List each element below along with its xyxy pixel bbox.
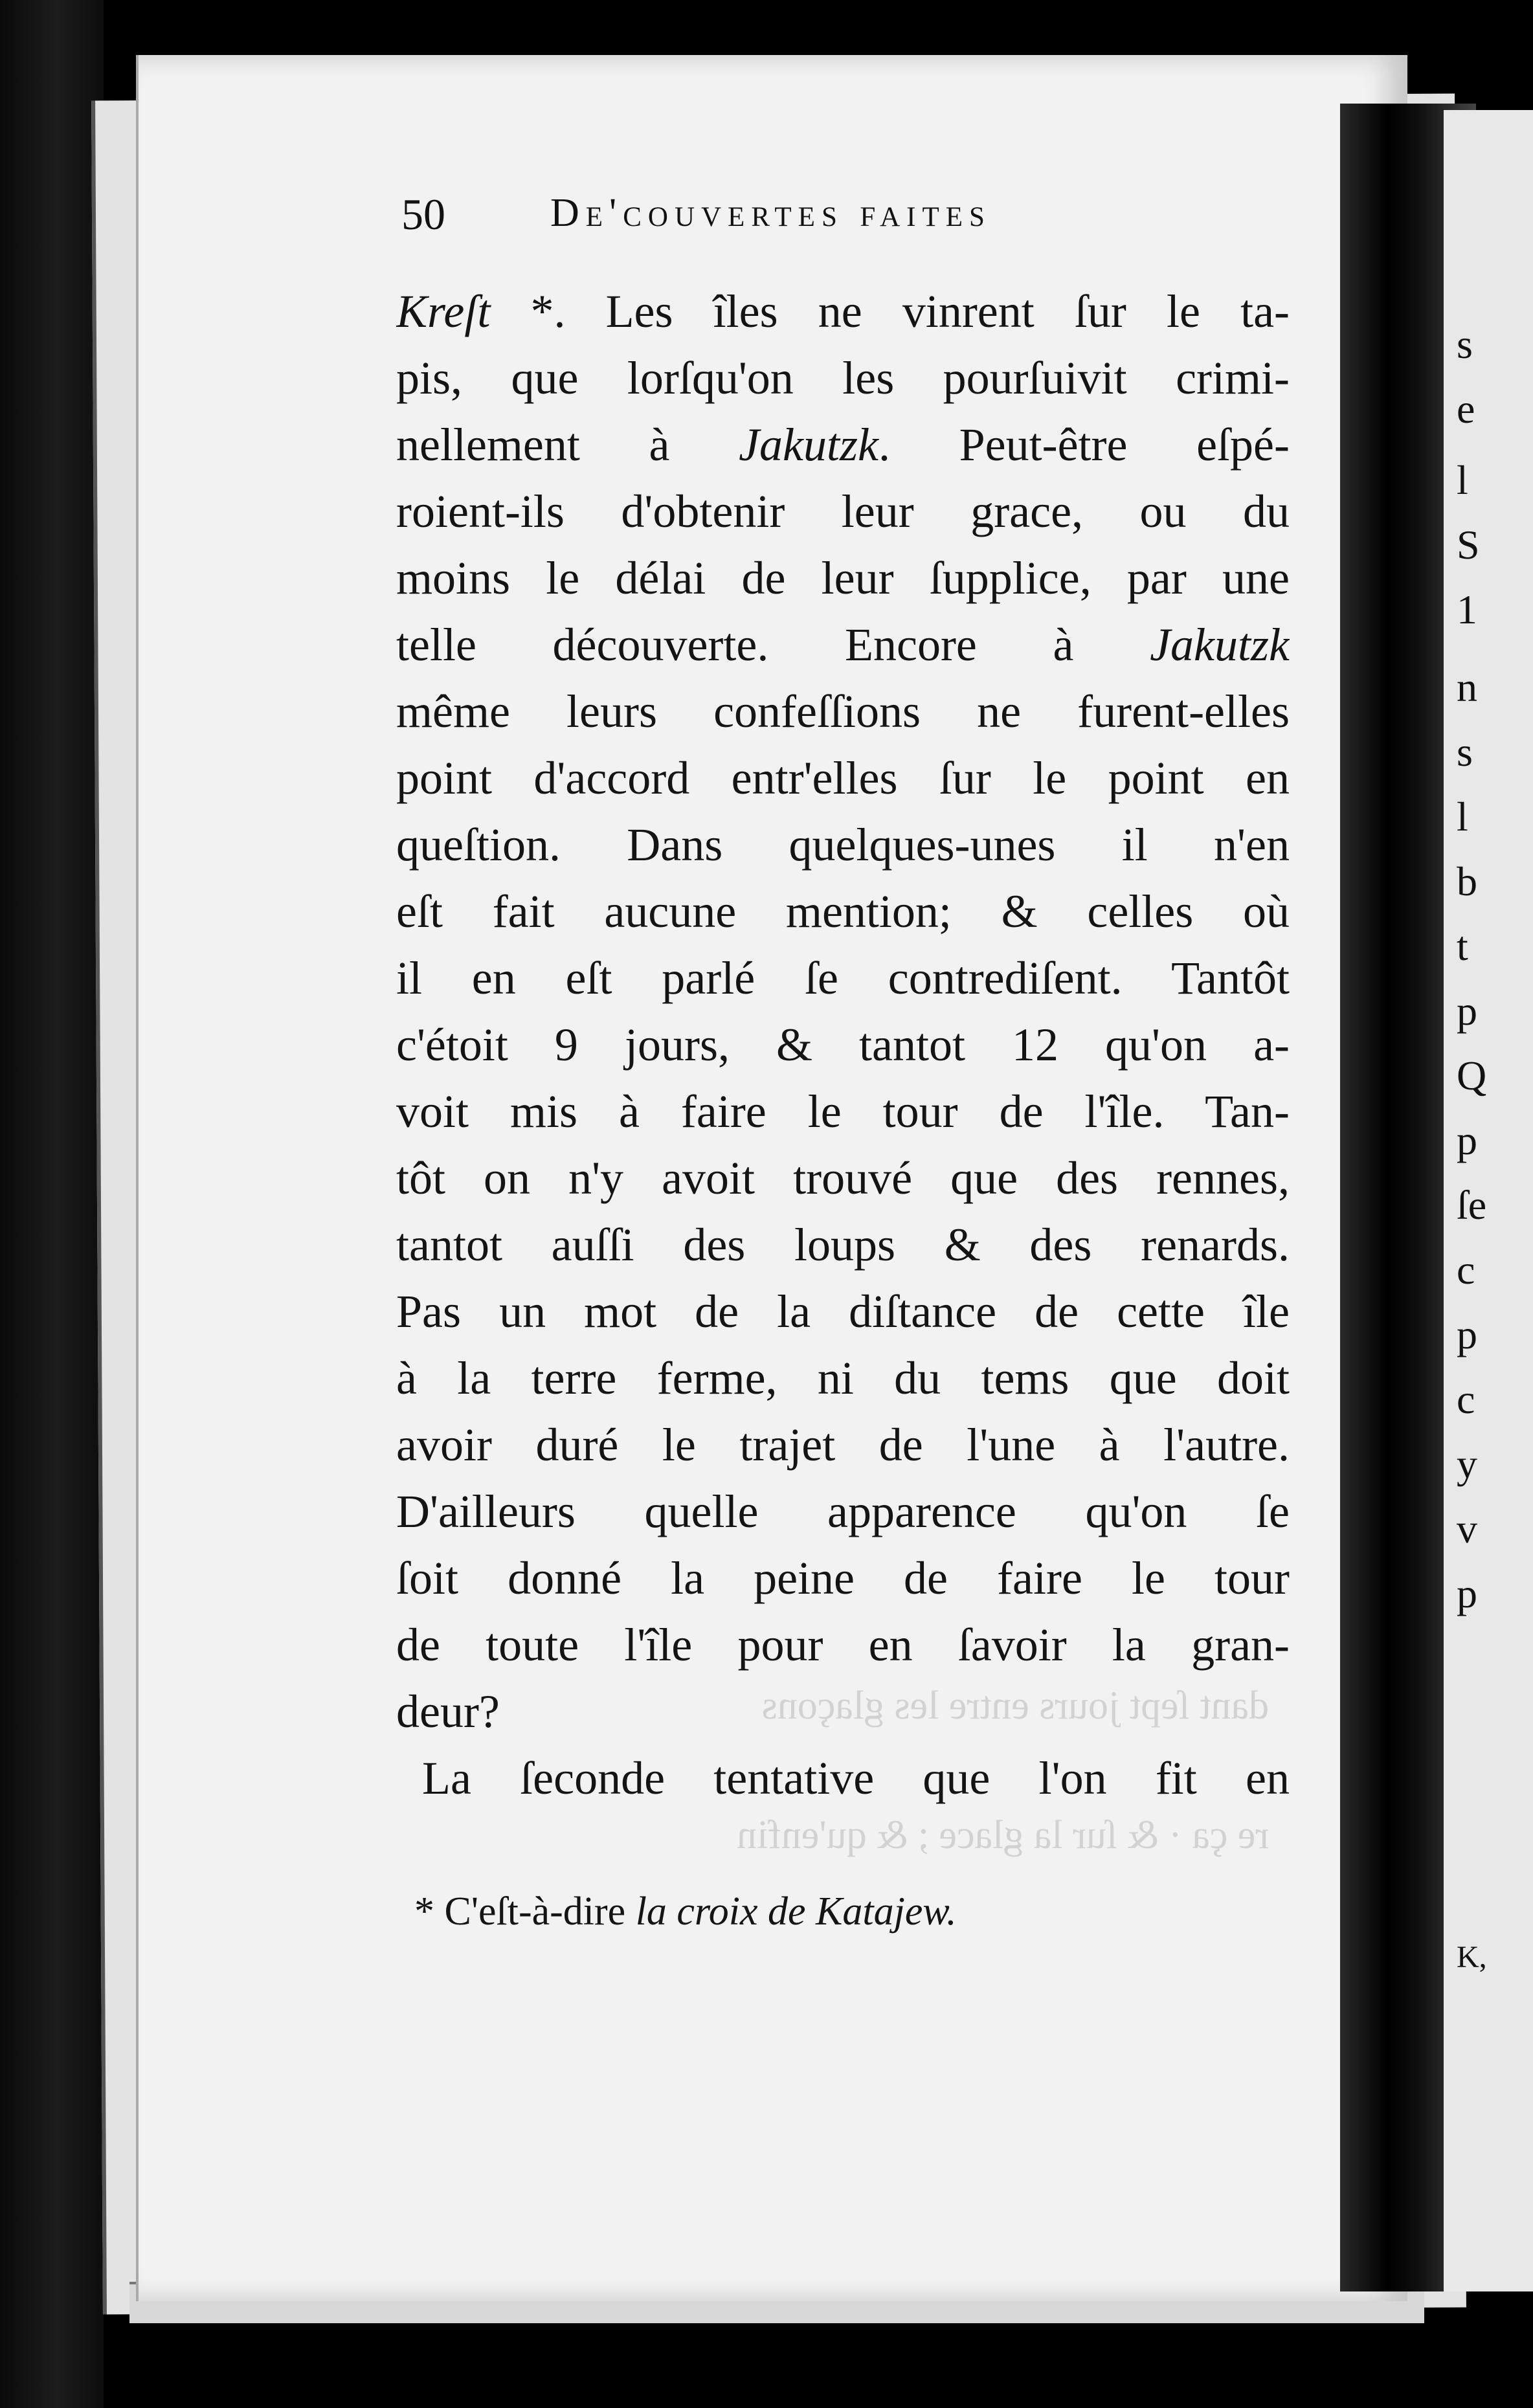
next-page-fragment: p <box>1457 1311 1477 1357</box>
next-page-fragment: b <box>1457 858 1477 904</box>
text-line: tantot auſſi des loups & des renards. <box>396 1219 1290 1271</box>
next-page-fragment: ſe <box>1457 1182 1487 1228</box>
text-line: eſt fait aucune mention; & celles où <box>396 886 1290 937</box>
text-line: Pas un mot de la diſtance de cette île <box>396 1286 1290 1337</box>
text-line: à la terre ferme, ni du tems que doit <box>396 1352 1290 1404</box>
next-page-fragment: p <box>1457 1570 1477 1616</box>
text-line: Kreſt *. Les îles ne vinrent ſur le ta- <box>396 285 1290 337</box>
place-name: Jakutzk <box>739 419 878 471</box>
text-line: c'étoit 9 jours, & tantot 12 qu'on a- <box>396 1019 1290 1071</box>
footnote-text: la croix de Katajew. <box>635 1890 957 1934</box>
next-page-fragment: c <box>1457 1376 1475 1422</box>
text-line: pis, que lorſqu'on les pourſuivit crimi- <box>396 352 1290 404</box>
text-line: deur? <box>396 1686 500 1737</box>
place-name: Kreſt <box>396 285 491 337</box>
text-line: telle découverte. Encore à Jakutzk <box>396 619 1290 671</box>
text-line: moins le délai de leur ſupplice, par une <box>396 552 1290 604</box>
text-line: queſtion. Dans quelques-unes il n'en <box>396 819 1290 871</box>
text-line: roient-ils d'obtenir leur grace, ou du <box>396 485 1290 537</box>
main-text <box>396 278 1290 1812</box>
next-page-edge <box>1444 110 1533 2291</box>
text-line: point d'accord entr'elles ſur le point en <box>396 752 1290 804</box>
scanner-background <box>0 0 104 2408</box>
footnote <box>414 1889 1256 1935</box>
footnote-marker: * C'eſt-à-dire <box>414 1890 636 1934</box>
next-page-fragment: p <box>1457 988 1477 1034</box>
next-page-fragment: v <box>1457 1506 1477 1552</box>
text-line: il en eſt parlé ſe contrediſent. Tantôt <box>396 952 1290 1004</box>
next-page-fragment: Q <box>1457 1053 1487 1098</box>
page-number: 50 <box>401 190 445 239</box>
next-page-fragment: l <box>1457 457 1468 503</box>
text-line: nellement à Jakutzk. Peut-être eſpé- <box>396 419 1290 471</box>
text-line: voit mis à faire le tour de l'île. Tan- <box>396 1086 1290 1137</box>
next-page-fragment: S <box>1457 522 1480 568</box>
place-name: Jakutzk <box>1150 619 1290 671</box>
next-page-fragment: e <box>1457 386 1475 432</box>
text-line: de toute l'île pour en ſavoir la gran- <box>396 1619 1290 1671</box>
next-page-fragment: c <box>1457 1247 1475 1293</box>
running-header <box>401 189 1256 241</box>
running-title: De'couvertes faites <box>550 191 991 235</box>
text-line: tôt on n'y avoit trouvé que des rennes, <box>396 1152 1290 1204</box>
next-page-fragment: s <box>1457 321 1473 367</box>
next-page-fragment: p <box>1457 1117 1477 1163</box>
text-line: même leurs confeſſions ne furent-elles <box>396 686 1290 737</box>
next-page-fragment: 1 <box>1457 586 1477 632</box>
next-page-fragment: s <box>1457 729 1473 775</box>
show-through-text: dant ſept jours entre les glaçons <box>761 1684 1269 1728</box>
next-page-fragment: y <box>1457 1441 1477 1487</box>
text-line: D'ailleurs quelle apparence qu'on ſe <box>396 1486 1290 1537</box>
next-page-fragment: n <box>1457 664 1477 710</box>
text-line: ſoit donné la peine de faire le tour <box>396 1552 1290 1604</box>
next-page-fragment: K, <box>1457 1940 1487 1974</box>
text-line: avoir duré le trajet de l'une à l'autre. <box>396 1419 1290 1471</box>
text-line: La ſeconde tentative que l'on fit en <box>422 1752 1290 1804</box>
show-through-text: re ça · & ſur la glace ; & qu'enfin <box>737 1813 1269 1857</box>
next-page-fragment: t <box>1457 923 1468 969</box>
next-page-fragment: l <box>1457 794 1468 840</box>
